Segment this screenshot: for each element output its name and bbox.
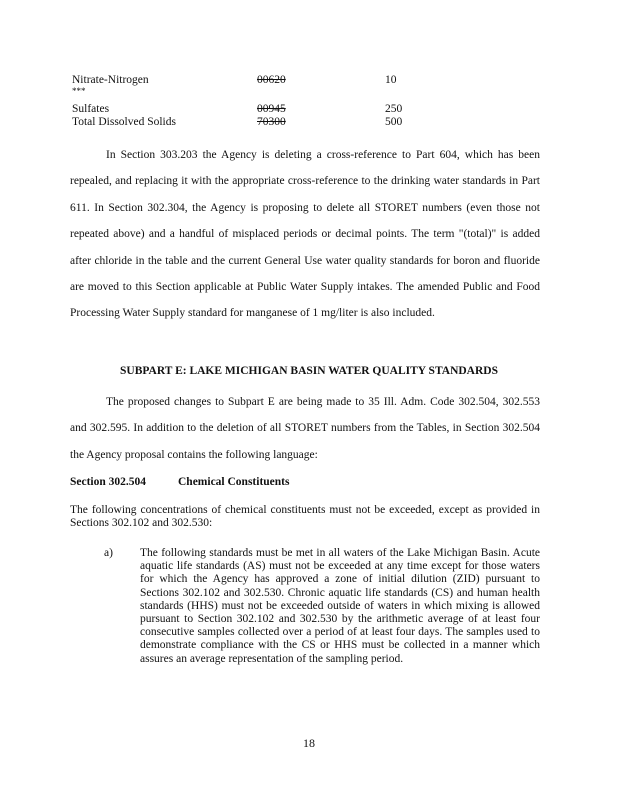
table-row-name: Total Dissolved Solids: [72, 116, 176, 128]
page-number: 18: [303, 736, 315, 750]
table-row-code: 70300: [257, 116, 286, 128]
section-number: Section 302.504: [70, 476, 147, 488]
list-item-label: a): [104, 547, 113, 559]
table-row-name: ***: [72, 86, 86, 96]
table-row-value: 10: [385, 74, 397, 86]
table-row-code: 00620: [257, 74, 286, 86]
list-item-text: The following standards must be met in all waters of the Lake Michigan Basin. Acute aquatic life standards (AS) must not be exceeded at any time except for those waters for which the Agency has approved a zone of initial dilution (ZID) pursuant to Sections 302.102 and 302.530. Chronic aquatic life standards (CS) and human health standards (HHS) must not be exceeded outside of waters in which mixing is allowed pursuant to Section 302.102 and 302.530 by the arithmetic average of at least four consecutive samples collected over a period of at least four days. The samples used to demonstrate compliance with the CS or HHS must be collected in a manner which assures an average representation of the sampling period.: [140, 547, 540, 665]
table-row-name: Nitrate-Nitrogen: [72, 74, 149, 86]
subpart-heading: SUBPART E: LAKE MICHIGAN BASIN WATER QUALITY STANDARDS: [120, 365, 498, 377]
body-paragraph: The proposed changes to Subpart E are being made to 35 Ill. Adm. Code 302.504, 302.553 and 302.595. In addition to the deletion of all STORET numbers from the Tables, in Section 302.504 the Agency proposal contains the following language:: [70, 396, 540, 461]
body-paragraph: The following concentrations of chemical constituents must not be exceeded, except as provided in Sections 302.102 and 302.530:: [70, 504, 540, 530]
table-row-value: 500: [385, 116, 403, 128]
table-row-code: 00945: [257, 103, 286, 115]
table-row-value: 250: [385, 103, 403, 115]
body-paragraph: In Section 303.203 the Agency is deleting a cross-reference to Part 604, which has been repealed, and replacing it with the appropriate cross-reference to the drinking water standards in Part 611. In Section 302.304, the Agency is proposing to delete all STORET numbers (even those not repeated above) and a handful of misplaced periods or decimal points. The term "(total)" is added after chloride in the table and the current General Use water quality standards for boron and fluoride are moved to this Section applicable at Public Water Supply intakes. The amended Public and Food Processing Water Supply standard for manganese of 1 mg/liter is also included.: [70, 149, 540, 320]
section-title: Chemical Constituents: [178, 476, 290, 488]
table-row-name: Sulfates: [72, 103, 110, 115]
